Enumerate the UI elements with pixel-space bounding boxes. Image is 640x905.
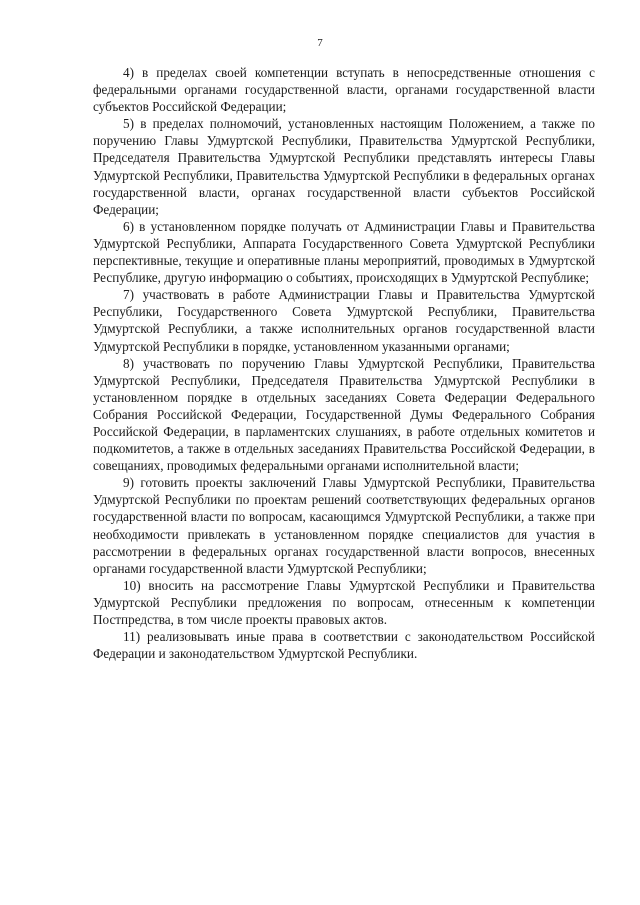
- paragraph-item-8: 8) участвовать по поручению Главы Удмуртской Республики, Правительства Удмуртской Республики, Председателя Правительства Удмуртской Республики в установленном порядке в отдельных заседаниях Совета Федерации Федерального Собрания Российской Федерации, Государственной Думы Федерального Собрания Российской Федерации, в парламентских слушаниях, в работе отдельных комитетов и подкомитетов, а также в отдельных заседаниях Правительства Российской Федерации, в совещаниях, проводимых федеральными органами исполнительной власти;: [93, 355, 595, 474]
- page-number: 7: [317, 37, 323, 49]
- paragraph-item-10: 10) вносить на рассмотрение Главы Удмуртской Республики и Правительства Удмуртской Республики предложения по вопросам, отнесенным к компетенции Постпредства, в том числе проекты правовых актов.: [93, 577, 595, 627]
- paragraph-item-4: 4) в пределах своей компетенции вступать в непосредственные отношения с федеральными органами государственной власти, органами государственной власти субъектов Российской Федерации;: [93, 65, 595, 115]
- document-body: [93, 64, 595, 662]
- paragraph-item-5: 5) в пределах полномочий, установленных настоящим Положением, а также по поручению Главы Удмуртской Республики, Правительства Удмуртской Республики, Председателя Правительства Удмуртской Республики представлять интересы Главы Удмуртской Республики, Правительства Удмуртской Республики в федеральных органах государственной власти, органах государственной власти субъектов Российской Федерации;: [93, 116, 595, 217]
- paragraph-item-11: 11) реализовывать иные права в соответствии с законодательством Российской Федерации и законодательством Удмуртской Республики.: [93, 629, 595, 662]
- paragraph-item-6: 6) в установленном порядке получать от Администрации Главы и Правительства Удмуртской Республики, Аппарата Государственного Совета Удмуртской Республики перспективные, текущие и оперативные планы мероприятий, проводимых в Удмуртской Республике, другую информацию о событиях, происходящих в Удмуртской Республике;: [93, 218, 595, 286]
- paragraph-item-7: 7) участвовать в работе Администрации Главы и Правительства Удмуртской Республики, Государственного Совета Удмуртской Республики, Правительства Удмуртской Республики, а также исполнительных органов государственной власти Удмуртской Республики в порядке, установленном указанными органами;: [93, 287, 595, 354]
- paragraph-item-9: 9) готовить проекты заключений Главы Удмуртской Республики, Правительства Удмуртской Республики по проектам решений соответствующих федеральных органов государственной власти по вопросам, касающимся Удмуртской Республики, а также при необходимости привлекать в установленном порядке специалистов для участия в рассмотрении в федеральных органах государственной власти вопросов, внесенных органами государственной власти Удмуртской Республики;: [93, 475, 595, 576]
